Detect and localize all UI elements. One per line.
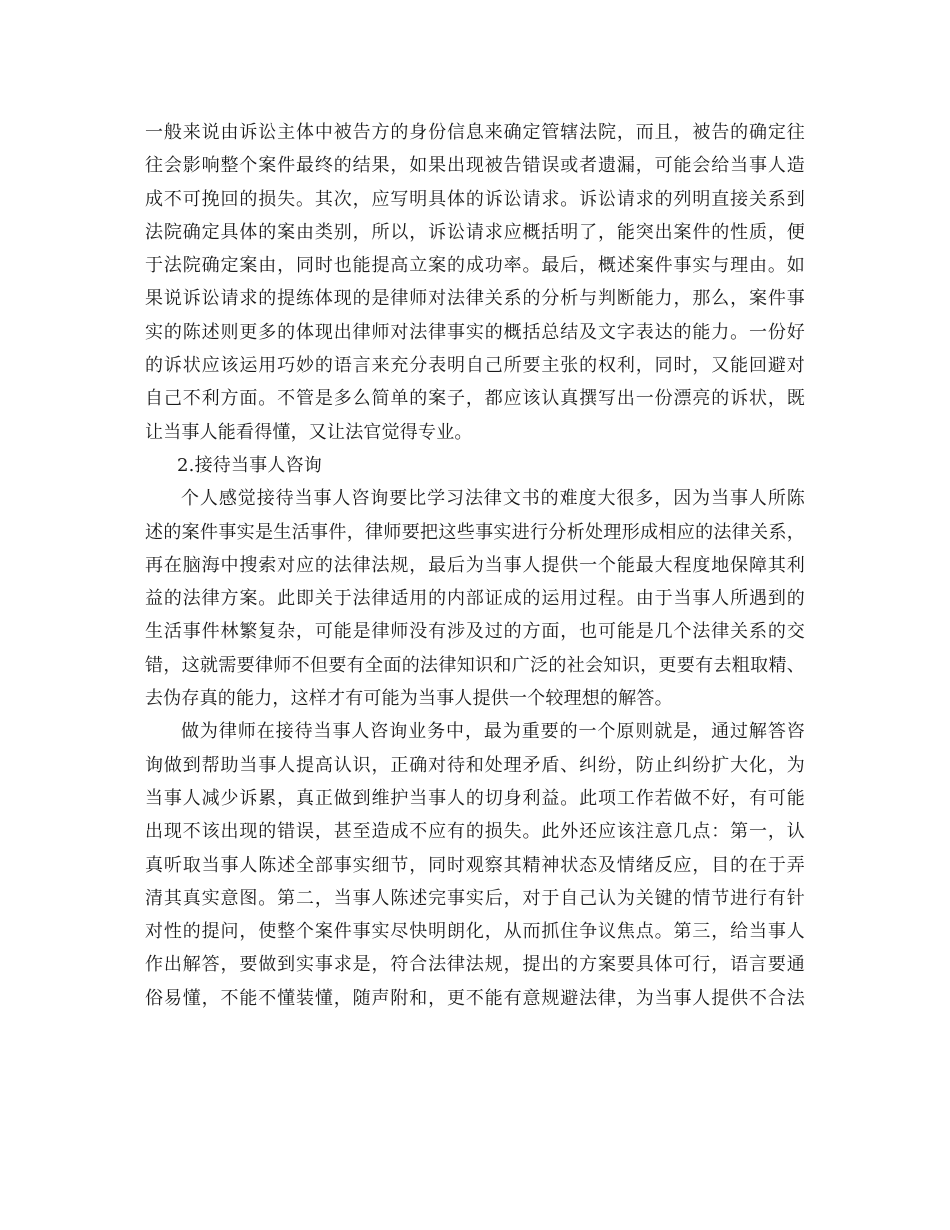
- text-line: 实的陈述则更多的体现出律师对法律事实的概括总结及文字表达的能力。一份好: [145, 321, 805, 343]
- text-line: 让当事人能看得懂，又让法官觉得专业。: [145, 421, 473, 443]
- text-line: 再在脑海中搜索对应的法律法规，最后为当事人提供一个能最大程度地保障其利: [145, 554, 805, 576]
- text-line: 作出解答，要做到实事求是，符合法律法规，提出的方案要具体可行，语言要通: [145, 954, 805, 976]
- document-body: [145, 116, 805, 1015]
- text-line: 的诉状应该运用巧妙的语言来充分表明自己所要主张的权利，同时，又能回避对: [145, 355, 805, 377]
- text-line: 清其真实意图。第二，当事人陈述完事实后，对于自己认为关键的情节进行有针: [145, 887, 805, 909]
- text-line: 生活事件林繁复杂，可能是律师没有涉及过的方面，也可能是几个法律关系的交: [145, 621, 805, 643]
- text-line: 真听取当事人陈述全部事实细节，同时观察其精神状态及情绪反应，目的在于弄: [145, 854, 805, 876]
- section-heading: 2.接待当事人咨询: [177, 454, 322, 476]
- text-line: 出现不该出现的错误，甚至造成不应有的损失。此外还应该注意几点：第一，认: [145, 821, 805, 843]
- text-line: 对性的提问，使整个案件事实尽快明朗化，从而抓住争议焦点。第三，给当事人: [145, 921, 805, 943]
- text-line: 往会影响整个案件最终的结果，如果出现被告错误或者遗漏，可能会给当事人造: [145, 155, 805, 177]
- text-line: 述的案件事实是生活事件，律师要把这些事实进行分析处理形成相应的法律关系，: [145, 521, 805, 543]
- text-line: 法院确定具体的案由类别，所以，诉讼请求应概括明了，能突出案件的性质，便: [145, 221, 805, 243]
- text-line: 询做到帮助当事人提高认识，正确对待和处理矛盾、纠纷，防止纠纷扩大化，为: [145, 754, 805, 776]
- text-line: 错，这就需要律师不但要有全面的法律知识和广泛的社会知识，更要有去粗取精、: [145, 654, 805, 676]
- text-line: 一般来说由诉讼主体中被告方的身份信息来确定管辖法院，而且，被告的确定往: [145, 122, 805, 143]
- text-line: 自己不利方面。不管是多么简单的案子，都应该认真撰写出一份漂亮的诉状，既: [145, 388, 805, 410]
- text-line: 成不可挽回的损失。其次，应写明具体的诉讼请求。诉讼请求的列明直接关系到: [145, 188, 805, 210]
- text-line: 俗易懂，不能不懂装懂，随声附和，更不能有意规避法律，为当事人提供不合法: [145, 987, 805, 1009]
- text-line: 当事人减少诉累，真正做到维护当事人的切身利益。此项工作若做不好，有可能: [145, 787, 805, 809]
- text-line: 于法院确定案由，同时也能提高立案的成功率。最后，概述案件事实与理由。如: [145, 255, 805, 277]
- text-line: 个人感觉接待当事人咨询要比学习法律文书的难度大很多，因为当事人所陈: [181, 488, 805, 510]
- text-line: 做为律师在接待当事人咨询业务中，最为重要的一个原则就是，通过解答咨: [181, 721, 805, 743]
- text-line: 益的法律方案。此即关于法律适用的内部证成的运用过程。由于当事人所遇到的: [145, 588, 805, 610]
- text-line: 去伪存真的能力，这样才有可能为当事人提供一个较理想的解答。: [145, 688, 673, 710]
- text-line: 果说诉讼请求的提练体现的是律师对法律关系的分析与判断能力，那么，案件事: [145, 288, 805, 310]
